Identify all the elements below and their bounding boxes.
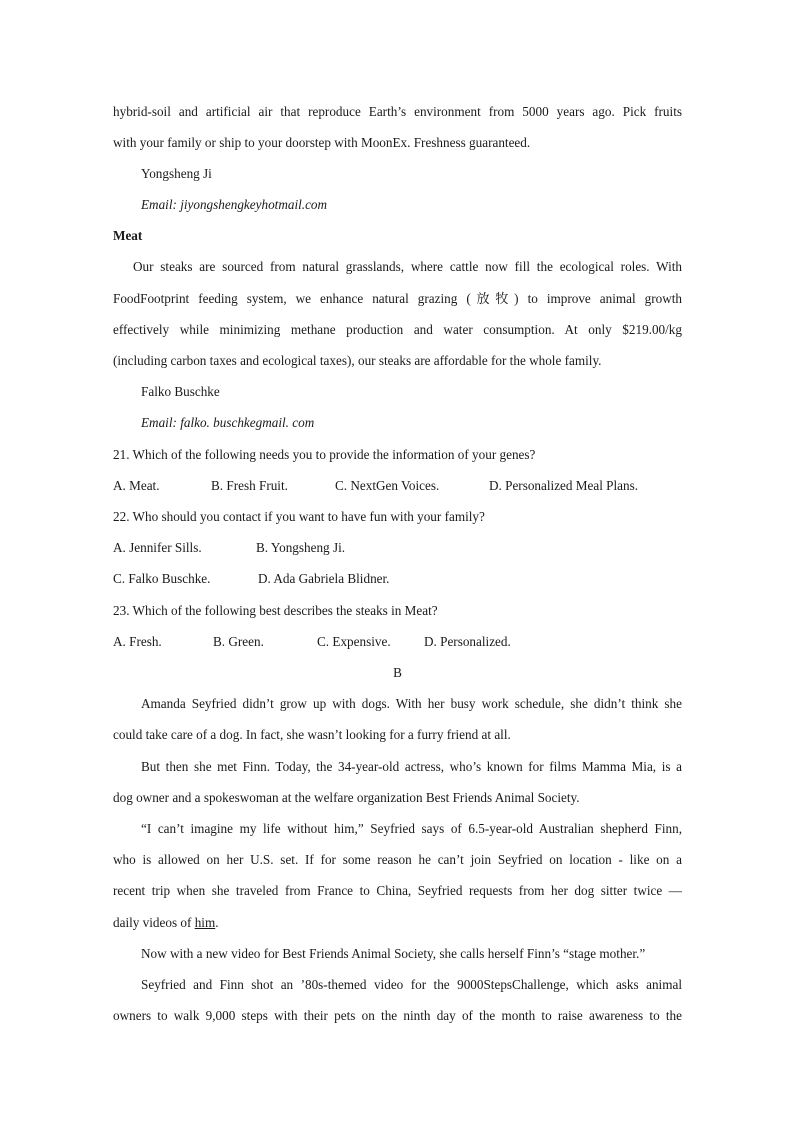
meat-ad-line-3: effectively while minimizing methane production and water consumption. At only $219.00/kg: [113, 322, 682, 337]
passage-b-p3-line-2: who is allowed on her U.S. set. If for some reason he can’t join Seyfried on location - like on a: [113, 852, 682, 867]
q23-option-c: C. Expensive.: [317, 634, 391, 649]
fruit-ad-email: Email: jiyongshengkeyhotmail.com: [141, 197, 328, 212]
q21-option-c: C. NextGen Voices.: [335, 478, 440, 493]
question-21-stem: 21. Which of the following needs you to provide the information of your genes?: [113, 447, 536, 462]
meat-ad-line-1: Our steaks are sourced from natural grasslands, where cattle now fill the ecological roles. With: [133, 259, 682, 274]
q22-option-b: B. Yongsheng Ji.: [256, 540, 346, 555]
document-page: [113, 0, 682, 1123]
meat-ad-line-2: FoodFootprint feeding system, we enhance natural grazing (放牧) to improve animal growth: [113, 291, 682, 306]
p3-underlined-word: him: [194, 915, 216, 930]
passage-b-p1-line-2: could take care of a dog. In fact, she wasn’t looking for a furry friend at all.: [113, 727, 511, 742]
passage-b-p5-line-2: owners to walk 9,000 steps with their pets on the ninth day of the month to raise awareness to the: [113, 1008, 682, 1023]
fruit-ad-line-1: hybrid-soil and artificial air that reproduce Earth’s environment from 5000 years ago. Pick fruits: [113, 104, 682, 119]
q23-option-b: B. Green.: [213, 634, 264, 649]
passage-b-p3-line-1: “I can’t imagine my life without him,” Seyfried says of 6.5-year-old Australian shepherd Finn,: [141, 821, 682, 836]
fruit-ad-line-2: with your family or ship to your doorstep with MoonEx. Freshness guaranteed.: [113, 135, 531, 150]
passage-b-p2-line-2: dog owner and a spokeswoman at the welfare organization Best Friends Animal Society.: [113, 790, 580, 805]
q22-option-a: A. Jennifer Sills.: [113, 540, 202, 555]
meat-heading: Meat: [113, 228, 143, 243]
passage-b-p1-line-1: Amanda Seyfried didn’t grow up with dogs. With her busy work schedule, she didn’t think she: [141, 696, 682, 711]
p3-last-suffix: .: [215, 915, 219, 930]
meat-ad-author: Falko Buschke: [141, 384, 220, 399]
passage-b-p3-line-3: recent trip when she traveled from France to China, Seyfried requests from her dog sitter twice —: [113, 883, 682, 898]
q22-option-c: C. Falko Buschke.: [113, 571, 211, 586]
passage-b-p5-line-1: Seyfried and Finn shot an ’80s-themed video for the 9000StepsChallenge, which asks animal: [141, 977, 682, 992]
meat-ad-email: Email: falko. buschkegmail. com: [141, 415, 315, 430]
q23-option-d: D. Personalized.: [424, 634, 511, 649]
question-23-stem: 23. Which of the following best describes the steaks in Meat?: [113, 603, 438, 618]
passage-b-label: B: [393, 665, 402, 680]
passage-b-p4: Now with a new video for Best Friends Animal Society, she calls herself Finn’s “stage mother.”: [141, 946, 646, 961]
q21-option-a: A. Meat.: [113, 478, 160, 493]
meat-ad-line-4: (including carbon taxes and ecological taxes), our steaks are affordable for the whole family.: [113, 353, 602, 368]
question-22-stem: 22. Who should you contact if you want to have fun with your family?: [113, 509, 485, 524]
fruit-ad-author: Yongsheng Ji: [141, 166, 212, 181]
passage-b-p2-line-1: But then she met Finn. Today, the 34-year-old actress, who’s known for films Mamma Mia, is a: [141, 759, 682, 774]
q22-option-d: D. Ada Gabriela Blidner.: [258, 571, 390, 586]
passage-b-p3-line-4: [113, 914, 682, 932]
q21-option-b: B. Fresh Fruit.: [211, 478, 288, 493]
q23-option-a: A. Fresh.: [113, 634, 162, 649]
p3-last-prefix: daily videos of: [113, 915, 195, 930]
q21-option-d: D. Personalized Meal Plans.: [489, 478, 639, 493]
